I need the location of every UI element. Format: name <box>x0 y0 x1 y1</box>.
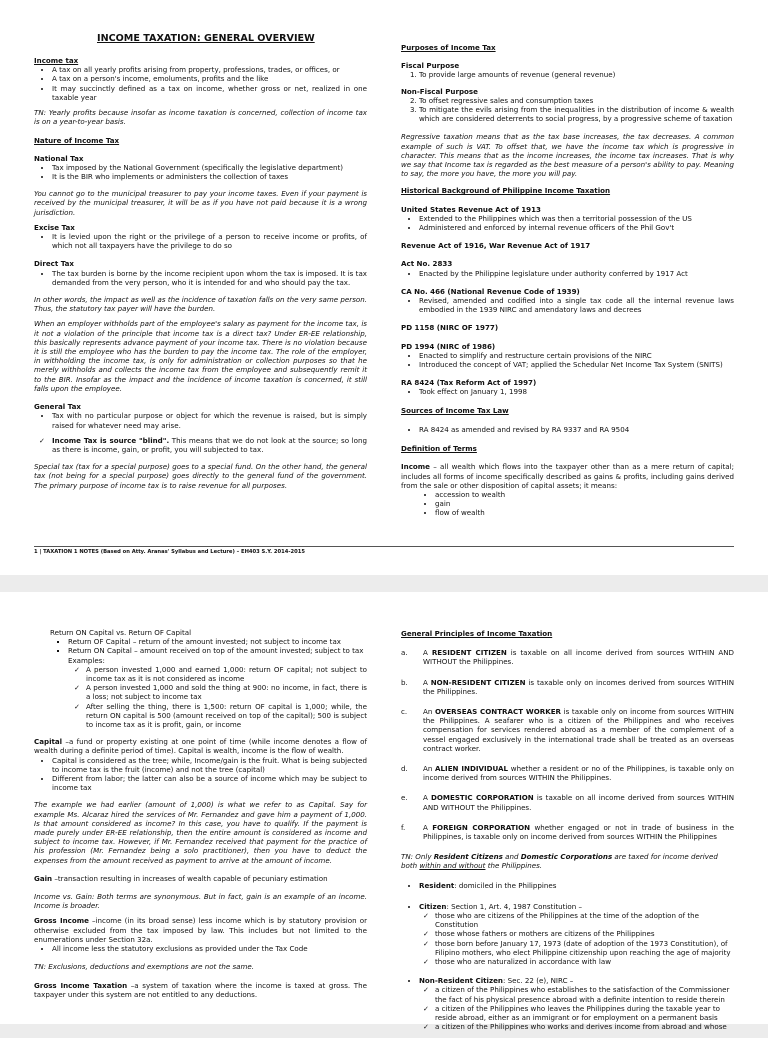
subheading-fiscal: Fiscal Purpose <box>401 61 460 71</box>
principle-term: NON-RESIDENT CITIZEN <box>430 677 526 687</box>
list-item: ✓ a citizen of the Philippines who works and derives income from abroad and whose <box>435 1022 734 1031</box>
principle-letter: e. <box>401 793 408 803</box>
ra-8424-list <box>401 387 734 396</box>
list-item <box>419 881 734 890</box>
heading-general-principles: General Principles of Income Taxation <box>401 629 553 638</box>
gross-income-term: Gross Income <box>34 916 89 926</box>
list-item: • All income less the statutory exclusions as provided under the Tax Code <box>52 944 367 953</box>
footer-divider <box>34 546 734 547</box>
list-item: ✓ a citizen of the Philippines who establishes to the satisfaction of the Commissioner the fact of his physical presence abroad with a definite intention to reside therein <box>435 985 734 1003</box>
regressive-note: Regressive taxation means that as the tax base increases, the tax decreases. A common example of such is VAT. To offset that, we have the income tax which is progressive in character. This means that as the income increases, the income tax increases. That is why we say that Income tax is regarded as the best measure of a person's ability to pay. Meaning to say, the more you have, the more you will pay. <box>401 132 734 179</box>
income-meaning-list <box>401 490 734 518</box>
list-item: • Tax with no particular purpose or object for which the revenue is raised, but is simply raised for whatever need may arise. <box>52 411 367 429</box>
citizen-term: Citizen <box>419 901 447 911</box>
heading-income-tax: Income tax <box>34 56 79 65</box>
list-item: ✓ After selling the thing, there is 1,500: return OF capital is 1,000; while, the return ON capital is 500 (amount received on top of the capital); 500 is subject to income tax as it is profit, gain, or income <box>86 702 367 730</box>
gain-term: Gain <box>34 873 53 883</box>
principle-term: OVERSEAS CONTRACT WORKER <box>434 707 561 717</box>
principle-text: is taxable on all income derived from sources WITHIN AND WITHOUT the Philippines. <box>423 648 734 667</box>
principle-letter: c. <box>401 707 408 717</box>
principle-text: whether engaged or not in trade of business in the Philippines, is taxable only on income derived from sources WITHIN the Philippines <box>423 822 735 842</box>
list-item <box>419 976 734 1031</box>
ca-466-list <box>401 296 734 314</box>
principle-text: A <box>423 677 431 687</box>
act-2833-list <box>401 269 734 278</box>
note-text: and <box>502 852 521 862</box>
note-emphasis: Resident Citizens <box>433 852 503 862</box>
examples-list <box>34 665 367 729</box>
non-resident-citizen-term: Non-Resident Citizen <box>419 976 503 986</box>
list-item <box>52 436 367 454</box>
capital-definition-text: –a fund or property existing at one point of time (while income denotes a flow of wealth during a definite period of time). Capital is wealth, income is the flow of wealth. <box>34 737 367 756</box>
gross-income-taxation-text: –a system of taxation where the income is taxed at gross. The taxpayer under this system are not entitled to any deductions. <box>34 980 367 999</box>
gain-definition-text: –transaction resulting in increases of wealth capable of pecuniary estimation <box>52 873 328 883</box>
general-tax-list <box>34 411 367 429</box>
capital-list <box>34 756 367 793</box>
resident-definition: : domiciled in the Philippines <box>454 880 557 890</box>
subheading-non-fiscal: Non-Fiscal Purpose <box>401 86 478 96</box>
citizen-definition: : Section 1, Art. 4, 1987 Constitution – <box>446 901 583 911</box>
resident-list <box>401 881 734 890</box>
principle-letter: d. <box>401 764 408 774</box>
subheading-excise-tax: Excise Tax <box>34 222 75 232</box>
list-item: • Tax imposed by the National Government (specifically the legislative department) <box>52 163 367 172</box>
list-item: • The tax burden is borne by the income recipient upon whom the tax is imposed. It is tax demanded from the very person, who it is intended for and who should pay the tax. <box>52 269 367 287</box>
page-one-left-column <box>34 56 367 496</box>
source-blind-text: This means that we do not look at the source; so long as there is income, gain, or profit, you will subjected to tax. <box>52 435 367 454</box>
list-item: • Revised, amended and codified into a single tax code all the internal revenue laws embodied in the 1939 NIRC and amendatory laws and decrees <box>419 296 734 314</box>
principle-item <box>401 793 734 811</box>
capital-definition <box>34 737 367 755</box>
list-item: ▪ Return ON Capital – amount received on top of the amount invested; subject to tax <box>68 646 367 655</box>
principle-letter: f. <box>401 822 406 832</box>
subheading-act-1916: Revenue Act of 1916, War Revenue Act of 1917 <box>401 241 591 251</box>
direct-tax-note: In other words, the impact as well as the incidence of taxation falls on the very same person. Thus, the statutory tax payer will have the burden. <box>34 295 367 314</box>
employer-withholding-note: When an employer withholds part of the employee's salary as payment for the income tax, is it not a violation of the principle that income tax is a direct tax? Under ER-EE relationship, this basically represents advance payment of your income tax. There is no violation because it is still the employee who has the burden to pay the income tax. The role of the employer, in withholding the income tax, is only for administration or collection purposes so that he merely withholds and collects the income tax from the employee and subsequently remit it to the BIR. Insofar as the impact and the incidence of income taxation is concerned, it still falls upon the employee. <box>34 319 367 393</box>
list-item: • Extended to the Philippines which was then a territorial possession of the US <box>419 214 734 223</box>
list-item <box>419 902 734 966</box>
gross-income-definition <box>34 916 367 944</box>
list-item: 2. To offset regressive sales and consumption taxes <box>419 96 734 105</box>
principle-term: ALIEN INDIVIDUAL <box>435 764 509 774</box>
subheading-ra-8424: RA 8424 (Tax Reform Act of 1997) <box>401 378 537 388</box>
gross-income-taxation-term: Gross Income Taxation <box>34 980 128 990</box>
gross-income-list <box>34 944 367 953</box>
principle-item <box>401 707 734 753</box>
list-item: ✓ those whose fathers or mothers are citizens of the Philippines <box>435 929 734 938</box>
note-text: TN: Only <box>401 852 434 862</box>
principle-text: is taxable only on income from sources WITHIN the Philippines. A seafarer who is a citizen of the Philippines and who receives compensation for services rendered abroad as a member of the complement of a vessel engaged exclusively in the international trade shall be treated as an overseas contract worker. <box>423 707 734 753</box>
principle-text: An <box>423 707 435 717</box>
list-item: ✓ those who are citizens of the Philippines at the time of the adoption of the Constitution <box>435 911 734 929</box>
tn-note: TN: Yearly profits because insofar as income taxation is concerned, collection of income tax is on a year-to-year basis. <box>34 108 367 127</box>
list-item: • Took effect on January 1, 1998 <box>419 387 734 396</box>
list-item: • Introduced the concept of VAT; applied the Schedular Net Income Tax System (SNITS) <box>419 360 734 369</box>
resident-term: Resident <box>419 880 455 890</box>
principle-item <box>401 823 734 841</box>
principle-text: A <box>423 648 432 658</box>
page-two-left-column <box>34 628 367 1005</box>
list-item: • It may succinctly defined as a tax on income, whether gross or net, realized in one taxable year <box>52 84 367 102</box>
list-item: • A tax on a person's income, emoluments, profits and the like <box>52 74 367 83</box>
examples-label: Examples: <box>68 655 105 665</box>
list-item: • Different from labor; the latter can also be a source of income which may be subject to income tax <box>52 774 367 792</box>
page-two-right-column <box>401 629 734 1038</box>
us-act-list <box>401 214 734 232</box>
source-blind-list <box>34 436 367 454</box>
income-vs-gain-note: Income vs. Gain: Both terms are synonymous. But in fact, gain is an example of an income. Income is broader. <box>34 892 367 911</box>
income-definition-text: – all wealth which flows into the taxpayer other than as a mere return of capital; includes all forms of income specifically described as gains & profits, including gains derived from the sale or other disposition of capital assets; it means: <box>401 462 734 490</box>
municipal-note: You cannot go to the municipal treasurer to pay your income taxes. Even if your payment is received by the municipal treasurer, it will be as if you have not paid because it is a wrong jurisdiction. <box>34 189 367 217</box>
list-item: ✓ a citizen of the Philippines who leaves the Philippines during the taxable year to reside abroad, either as an immigrant or for employment on a permanent basis <box>435 1004 734 1022</box>
document-title: INCOME TAXATION: GENERAL OVERVIEW <box>97 33 315 44</box>
principle-term: DOMESTIC CORPORATION <box>431 793 534 803</box>
subheading-pd-1158: PD 1158 (NIRC OF 1977) <box>401 323 499 333</box>
subheading-ca-466: CA No. 466 (National Revenue Code of 1939) <box>401 286 580 296</box>
list-item: ▪ Return OF Capital – return of the amount invested; not subject to income tax <box>68 637 367 646</box>
subheading-pd-1994: PD 1994 (NIRC of 1986) <box>401 341 496 351</box>
list-item: • Administered and enforced by internal revenue officers of the Phil Gov't <box>419 223 734 232</box>
principle-text: An <box>423 764 436 774</box>
principle-text: is taxable only on incomes derived from sources WITHIN the Philippines. <box>423 677 735 696</box>
sources-list <box>401 425 734 434</box>
heading-historical: Historical Background of Philippine Income Taxation <box>401 186 611 196</box>
non-resident-citizen-definition: : Sec. 22 (e), NIRC – <box>502 976 574 986</box>
principle-item <box>401 648 734 666</box>
subheading-general-tax: General Tax <box>34 402 81 412</box>
list-item: • It is levied upon the right or the privilege of a person to receive income or profits, of which not all taxpayers have the privilege to do so <box>52 232 367 250</box>
gain-definition <box>34 874 367 883</box>
excise-tax-list <box>34 232 367 250</box>
heading-definitions: Definition of Terms <box>401 444 477 454</box>
list-item: • A tax on all yearly profits arising from property, professions, trades, or offices, or <box>52 65 367 74</box>
income-tax-list <box>34 65 367 102</box>
list-item: ✓ A person invested 1,000 and earned 1,000: return OF capital; not subject to income tax as it is not considered as income <box>86 665 367 683</box>
citizen-sublist <box>419 911 734 966</box>
list-item: • RA 8424 as amended and revised by RA 9337 and RA 9504 <box>419 425 734 434</box>
list-item: • gain <box>435 499 734 508</box>
subheading-act-2833: Act No. 2833 <box>401 259 453 269</box>
heading-nature: Nature of Income Tax <box>34 136 120 146</box>
list-item: ✓ A person invested 1,000 and sold the thing at 900: no income, in fact, there is a loss; not subject to income tax <box>86 683 367 701</box>
list-item: • Capital is considered as the tree; while, Income/gain is the fruit. What is being subjected to income tax is the fruit (income) and not the tree (capital) <box>52 756 367 774</box>
gross-income-taxation-definition <box>34 981 367 999</box>
principle-text: whether a resident or no of the Philippines, is taxable only on income derived from sources WITHIN the Philippines. <box>423 764 734 783</box>
list-item: • Enacted to simplify and restructure certain provisions of the NIRC <box>419 351 734 360</box>
source-blind-label: Income Tax is source "blind". <box>52 435 170 445</box>
list-item: • accession to wealth <box>435 490 734 499</box>
list-item: • It is the BIR who implements or administers the collection of taxes <box>52 172 367 181</box>
note-underline: within and without <box>419 861 486 871</box>
subheading-direct-tax: Direct Tax <box>34 259 74 269</box>
special-tax-note: Special tax (tax for a special purpose) goes to a special fund. On the other hand, the general tax (not being for a special purpose) goes directly to the general fund of the government. The primary purpose of income tax is to raise revenue for all purposes. <box>34 462 367 490</box>
principle-term: FOREIGN CORPORATION <box>432 822 531 832</box>
return-capital-title: Return ON Capital vs. Return OF Capital <box>50 628 192 637</box>
citizen-list <box>401 902 734 966</box>
heading-purposes: Purposes of Income Tax <box>401 43 496 52</box>
principle-item <box>401 678 734 696</box>
subheading-us-act: United States Revenue Act of 1913 <box>401 204 541 214</box>
list-item: • Enacted by the Philippine legislature under authority conferred by 1917 Act <box>419 269 734 278</box>
note-text: are taxed for income derived both <box>401 852 718 871</box>
principle-letter: a. <box>401 648 408 658</box>
note-text: the Philippines. <box>485 861 543 871</box>
principle-letter: b. <box>401 677 408 687</box>
note-emphasis: Domestic Corporations <box>520 852 613 862</box>
list-item: ✓ those who are naturalized in accordance with law <box>435 957 734 966</box>
page-two <box>0 592 768 1032</box>
principle-text: A <box>423 793 431 803</box>
pd-1994-list <box>401 351 734 369</box>
gross-income-definition-text: –income (in its broad sense) less income which is by statutory provision or otherwise excluded from the tax imposed by law. This includes but not limited to the enumerations under Section 32a. <box>34 916 367 944</box>
income-definition <box>401 462 734 490</box>
income-term: Income <box>401 462 430 472</box>
fiscal-list <box>401 70 734 79</box>
direct-tax-list <box>34 269 367 287</box>
capital-example-note: The example we had earlier (amount of 1,000) is what we refer to as Capital. Say for example Ms. Alcaraz hired the services of Mr. Fernandez and gave him a payment of 1,000. Is that amount considered as income? In this case, you have to qualify. If the payment is made purely under ER-EE relationship, then the entire amount is considered as income and subject to income tax. However, if Mr. Fernandez received that payment for the practice of his profession (Mr. Fernandez being a solo practitioner), then you have to deduct the expenses from the amount received as payment to arrive at the amount of income. <box>34 800 367 865</box>
page-footer: 1 | TAXATION 1 NOTES (Based on Atty. Aranas' Syllabus and Lecture) – EH403 S.Y. 2014-2015 <box>34 549 305 555</box>
list-item: 1. To provide large amounts of revenue (general revenue) <box>419 70 734 79</box>
principle-text: A <box>423 822 433 832</box>
tn-only-note <box>401 852 734 870</box>
heading-sources: Sources of Income Tax Law <box>401 405 509 415</box>
subheading-national-tax: National Tax <box>34 153 84 163</box>
page-one-right-column <box>401 43 734 524</box>
non-fiscal-list <box>401 96 734 124</box>
list-item: ✓ those born before January 17, 1973 (date of adoption of the 1973 Constitution), of Filipino mothers, who elect Philippine citizenship upon reaching the age of majority <box>435 939 734 957</box>
principle-text: is taxable on all income derived from sources WITHIN AND WITHOUT the Philippines. <box>423 793 734 812</box>
list-item: • flow of wealth <box>435 508 734 517</box>
principle-item <box>401 764 734 782</box>
non-resident-citizen-list <box>401 976 734 1031</box>
capital-term: Capital <box>34 737 63 747</box>
tn-exclusions-note: TN: Exclusions, deductions and exemptions are not the same. <box>34 962 255 972</box>
principle-term: RESIDENT CITIZEN <box>431 648 507 658</box>
list-item: 3. To mitigate the evils arising from the inequalities in the distribution of income & wealth which are considered deterrents to social progress, by a progressive scheme of taxation <box>419 105 734 123</box>
non-resident-citizen-sublist <box>419 985 734 1031</box>
national-tax-list <box>34 163 367 181</box>
return-capital-list <box>34 637 367 655</box>
